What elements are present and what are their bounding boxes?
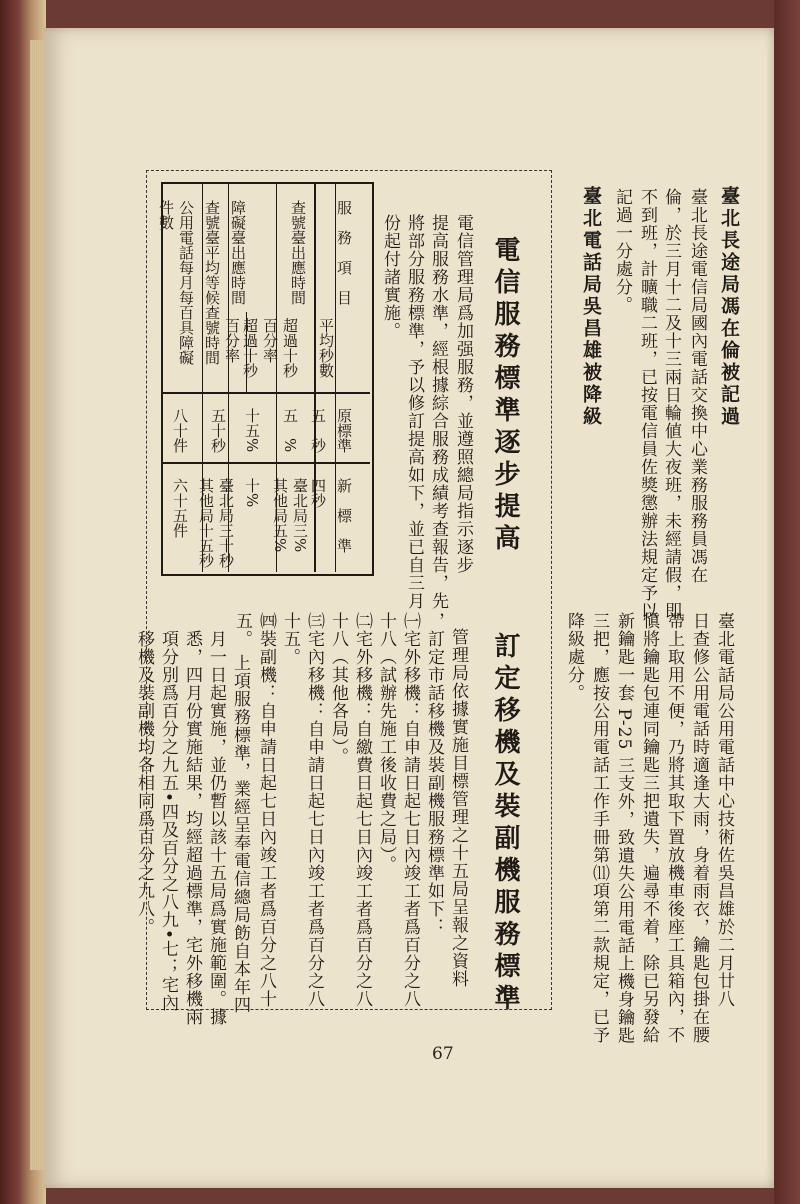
table-cell: 查號臺出應時間 [289,200,307,305]
table-cell: 百分率 [223,318,241,363]
text-column: 五。 [232,612,252,648]
table-cell: 件數 [157,200,175,230]
table-cell: 查號臺平均等候查號時間 [203,200,221,365]
text-column: 愼將鑰匙包連同鑰匙三把遺失，遍尋不着，除已另發給 [639,612,659,1044]
table-cell: 十五% [243,408,261,453]
table-cell: 服 務 項 目 [335,200,353,305]
text-column: 項分別爲百分之九五•四及百分之八九•七；宅內 [158,630,178,1013]
table-cell: 五 秒 [309,408,327,453]
text-column: 月一日起實施，並仍暫以該十五局爲實施範圍。據 [206,630,226,1026]
table-cell: 超過十秒 [281,318,299,378]
text-column: 電信管理局爲加强服務，並遵照總局指示逐步 [453,214,473,574]
article-heading: 臺北電話局吳昌雄被降級 [580,186,602,428]
table-cell: 其他局十五秒 [197,478,215,568]
table-cell: 六十五件 [171,478,189,538]
text-column: 臺北長途電信局國內電話交換中心業務服務員馮在 [687,188,707,584]
text-column: 提高服務水準，經根據綜合服務成績考查報告，先 [428,214,448,610]
text-column: 十五。 [280,612,300,666]
table-cell: 障礙臺出應時間 [229,200,247,305]
text-column: 記過一分處分。 [612,188,632,314]
text-column: 將部分服務標準，予以修訂提高如下，並已自三月 [404,214,424,610]
page-number: 67 [432,1044,454,1064]
text-column: 帶上取用不便，乃將其取下置放機車後座工具箱內，不 [664,612,684,1044]
text-column: 新鑰匙一套 P-25 三支外，致遺失公用電話上機身鑰匙 [614,612,634,1045]
text-column: 日查修公用電話時適逢大雨，身着雨衣，鑰匙包掛在腰 [689,612,709,1044]
text-column: 倫，於三月十二及十三兩日輪値大夜班，未經請假，即 [661,188,681,620]
article-heading: 訂定移機及裝副機服務標準 [490,632,520,1016]
text-column: 管理局依據實施目標管理之十五局呈報之資料 [448,628,468,988]
article-heading: 電信服務標準逐步提高 [490,236,520,556]
text-column: 不到班，計曠職二班，已按電信員佐獎懲辦法規定予以 [637,188,657,620]
text-column: 悉，四月份實施結果，均經超過標準，宅外移機兩 [182,630,202,1026]
text-column: 三把，應按公用電話工作手冊第⑾項第二款規定，已予 [589,612,609,1044]
table-cell: 公用電話每月每百具障礙 [177,200,195,365]
table-cell: 八十件 [171,408,189,453]
table-cell: 原標準 [335,408,353,453]
table-cell: 五十秒 [209,408,227,453]
table-row-divider [163,392,370,394]
table-col-divider [314,184,316,572]
table-cell: 超過十秒 [241,318,259,378]
text-column: 份起付諸實施。 [380,214,400,340]
table-cell: 四秒 [309,478,327,508]
text-column: 十八（其他各局）。 [328,612,348,766]
table-cell: 平均秒數 [317,318,335,378]
text-column: 降級處分。 [564,612,584,702]
article-heading: 臺北長途局馮在倫被記過 [718,186,740,428]
table-cell: 臺北局三% [291,478,309,553]
table-cell: 臺北局三十秒 [217,478,235,568]
text-column: ，訂定市話移機及裝副機服務標準如下： [424,612,444,936]
table-cell: 百分率 [261,318,279,363]
table-row-divider [163,462,370,464]
text-column: 十八（試辦先施工後收費之局）。 [376,612,396,874]
text-column: 移機及裝副機均各相同爲百分之九八。 [134,630,154,936]
book-cover-right [774,0,800,1204]
text-column: ㈣裝副機：自申請日起七日內竣工者爲百分之八十 [256,612,276,1008]
text-column: 上項服務標準，業經呈奉電信總局飭自本年四 [230,654,250,1014]
table-cell: 其他局五% [271,478,289,553]
text-column: 臺北電話局公用電話中心技術佐吳昌雄於二月廿八 [714,612,734,1008]
table-cell: 五 % [281,408,299,453]
text-column: ㈢宅內移機：自申請日起七日內竣工者爲百分之八 [304,612,324,1008]
text-column: ㈠宅外移機：自申請日起七日內竣工者爲百分之八 [400,612,420,1008]
table-cell: 十% [243,478,261,508]
text-column: ㈡宅外移機：自繳費日起七日內竣工者爲百分之八 [352,612,372,1008]
table-cell: 新 標 準 [335,478,353,553]
